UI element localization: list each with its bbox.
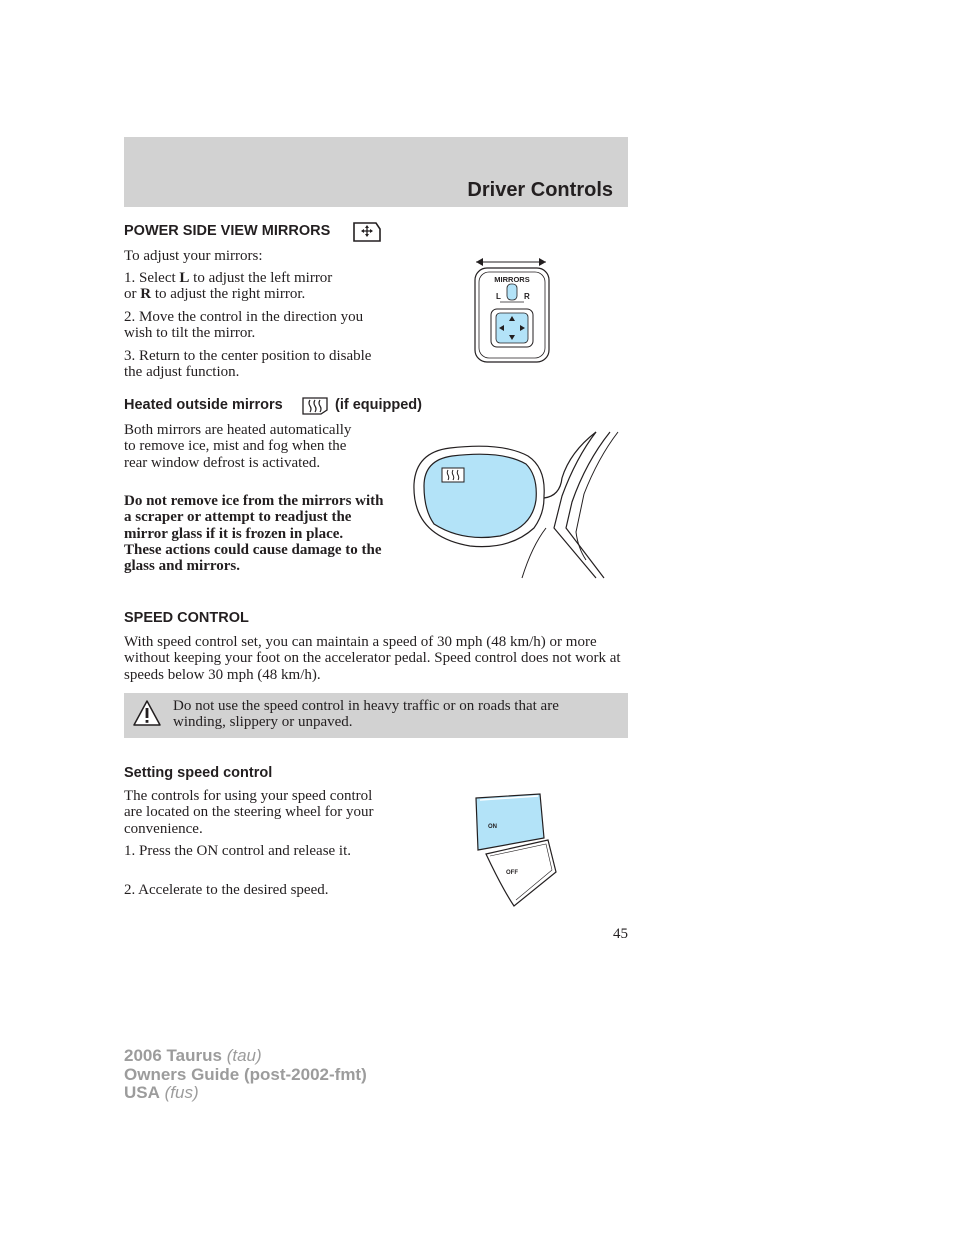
heated-mirror-figure bbox=[410, 428, 630, 580]
mirrors-intro: To adjust your mirrors: bbox=[124, 248, 263, 264]
heated-heading-suffix: (if equipped) bbox=[335, 397, 422, 413]
mirrors-step1: 1. Select L to adjust the left mirror or R to adjust the right mirror. bbox=[124, 270, 333, 303]
setting-heading: Setting speed control bbox=[124, 765, 273, 781]
page-number: 45 bbox=[613, 926, 628, 942]
page-title: Driver Controls bbox=[467, 179, 613, 201]
svg-text:L: L bbox=[496, 292, 501, 301]
warning-triangle-icon bbox=[132, 699, 162, 727]
heated-heading: Heated outside mirrors bbox=[124, 397, 283, 413]
on-label: ON bbox=[488, 824, 497, 830]
setting-step1: 1. Press the ON control and release it. bbox=[124, 843, 352, 859]
mirror-label: MIRRORS bbox=[494, 275, 530, 284]
heated-warning: Do not remove ice from the mirrors with a scraper or attempt to readjust the mirror glass if it is frozen in place. These actions could cause damage to the glass and mirrors. bbox=[124, 493, 384, 575]
heated-body: Both mirrors are heated automatically to remove ice, mist and fog when the rear window defrost is activated. bbox=[124, 422, 352, 471]
setting-body: The controls for using your speed control are located on the steering wheel for your convenience. bbox=[124, 788, 374, 837]
rear-defrost-icon bbox=[301, 396, 329, 416]
caution-text: Do not use the speed control in heavy traffic or on roads that are winding, slippery or unpaved. bbox=[173, 698, 559, 731]
mirror-adjust-icon bbox=[352, 221, 382, 243]
speed-heading: SPEED CONTROL bbox=[124, 610, 249, 626]
speed-body: With speed control set, you can maintain a speed of 30 mph (48 km/h) or more without keeping your foot on the accelerator pedal. Speed control does not work at speeds below 30 mph (48 km/h). bbox=[124, 634, 621, 683]
speed-control-figure bbox=[472, 792, 562, 910]
mirror-control-figure bbox=[470, 254, 554, 366]
footer-line-2: Owners Guide (post-2002-fmt) bbox=[124, 1064, 367, 1084]
mirrors-step3: 3. Return to the center position to disable the adjust function. bbox=[124, 348, 372, 381]
setting-step2: 2. Accelerate to the desired speed. bbox=[124, 882, 329, 898]
svg-text:R: R bbox=[524, 292, 530, 301]
footer-line-3: USA (fus) bbox=[124, 1083, 199, 1102]
mirrors-heading bbox=[124, 223, 330, 239]
mirrors-step2: 2. Move the control in the direction you wish to tilt the mirror. bbox=[124, 309, 364, 342]
mirrors-heading-text: POWER SIDE VIEW MIRRORS bbox=[124, 223, 331, 239]
footer-line-1: 2006 Taurus (tau) bbox=[124, 1046, 262, 1065]
document-footer bbox=[124, 1047, 367, 1103]
off-label: OFF bbox=[506, 870, 518, 876]
header-band bbox=[124, 137, 628, 207]
caution-box bbox=[124, 693, 628, 738]
